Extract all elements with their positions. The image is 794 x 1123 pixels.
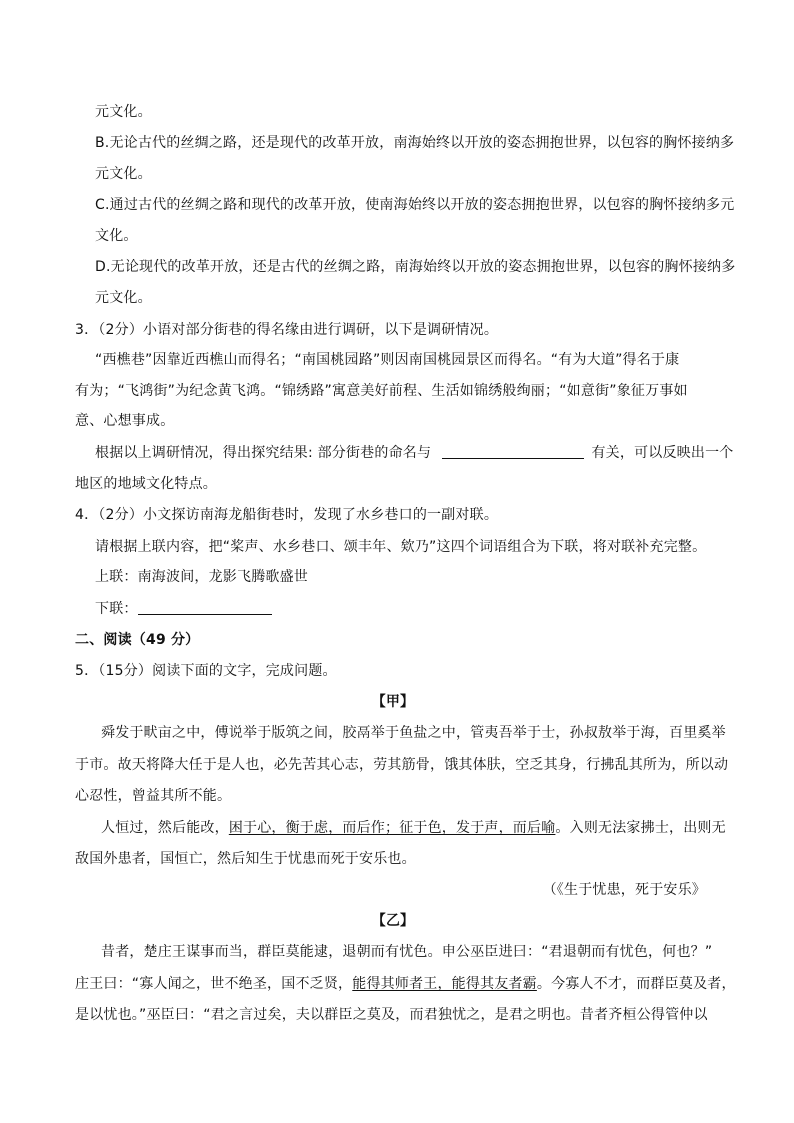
question-3-para-4-before: 根据以上调研情况，得出探究结果: 部分街巷的命名与	[95, 445, 432, 461]
passage-yi-title: 【乙】	[371, 913, 415, 929]
passage-jia-line-4-a: 人恒过，然后能改，	[101, 820, 229, 836]
passage-jia-source: （《生于忧患，死于安乐》	[542, 882, 706, 898]
option-b-line1: B.无论古代的丝绸之路，还是现代的改革开放，南海始终以开放的姿态拥抱世界，以包容的胸怀接纳多	[95, 135, 735, 151]
passage-yi-line-2-a: 庄王曰：“寡人闻之，世不绝圣，国不乏贤，	[75, 976, 353, 992]
question-3-para-5: 地区的地域文化特点。	[75, 476, 217, 492]
question-3-para-4-after: 有关，可以反映出一个	[591, 445, 734, 461]
question-3-stem: 3．（2分）小语对部分街巷的得名缘由进行调研，以下是调研情况。	[75, 322, 499, 338]
question-5-stem: 5．（15分）阅读下面的文字，完成问题。	[75, 663, 337, 679]
answer-blank-q4[interactable]	[138, 600, 272, 615]
passage-yi-line-3: 是以忧也。”巫臣曰：“君之言过矣，夫以群臣之莫及，而君独忧之，是君之明也。昔者齐桓公得管仲以	[75, 1007, 708, 1023]
question-3-para-4	[95, 443, 733, 463]
passage-yi-line-1: 昔者，楚庄王谋事而当，群臣莫能逮，退朝而有忧色。申公巫臣进曰：“君退朝而有忧色，何也？”	[101, 944, 713, 960]
passage-jia-line-5: 敌国外患者，国恒亡，然后知生于忧患而死于安乐也。	[75, 851, 416, 867]
option-b-line2: 元文化。	[95, 166, 152, 182]
passage-jia-title: 【甲】	[371, 694, 415, 710]
passage-yi-line-2-b: 。今寡人不才，而群臣莫及者，	[536, 976, 736, 992]
passage-jia-line-4	[101, 818, 726, 838]
option-d-line2: 元文化。	[95, 290, 152, 306]
couplet-upper: 上联：南海波间，龙影飞腾歌盛世	[95, 569, 308, 585]
answer-blank-q3[interactable]	[442, 444, 584, 459]
question-3-para-1: “西樵巷”因靠近西樵山而得名；“南国桃园路”则因南国桃园景区而得名。“有为大道”得名于康	[95, 352, 680, 368]
option-c-line1: C.通过古代的丝绸之路和现代的改革开放，使南海始终以开放的姿态拥抱世界，以包容的胸怀接纳多元	[95, 197, 735, 213]
couplet-lower-label: 下联：	[95, 601, 138, 617]
option-c-line2: 文化。	[95, 228, 138, 244]
option-d-line1: D.无论现代的改革开放，还是古代的丝绸之路，南海始终以开放的姿态拥抱世界，以包容的胸怀接纳多	[95, 259, 736, 275]
question-4-stem: 4．（2分）小文探访南海龙船街巷时，发现了水乡巷口的一副对联。	[75, 507, 499, 523]
passage-jia-line-1: 舜发于畎亩之中，傅说举于版筑之间，胶鬲举于鱼盐之中，管夷吾举于士，孙叔敖举于海，百里奚举	[101, 725, 726, 741]
passage-jia-line-4-b: 。入则无法家拂士，出则无	[555, 820, 726, 836]
passage-yi-line-2	[75, 974, 736, 994]
couplet-lower	[95, 599, 272, 619]
question-3-para-2: 有为；“飞鸿街”为纪念黄飞鸿。“锦绣路”寓意美好前程、生活如锦绣般绚丽；“如意街”象征万事如	[75, 383, 688, 399]
underlined-sentence-yi: 能得其师者王，能得其友者霸	[352, 976, 537, 992]
option-a-tail: 元文化。	[95, 104, 152, 120]
passage-jia-line-3: 心忍性，曾益其所不能。	[75, 788, 232, 804]
underlined-sentence-jia: 困于心，衡于虑，而后作；征于色，发于声，而后喻	[228, 820, 556, 836]
question-3-para-3: 意、心想事成。	[75, 413, 175, 429]
section-reading-heading: 二、阅读（49 分）	[75, 632, 200, 648]
passage-jia-line-2: 于市。故天将降大任于是人也，必先苦其心志，劳其筋骨，饿其体肤，空乏其身，行拂乱其所为，所以动	[75, 757, 729, 773]
question-4-instruction: 请根据上联内容，把“桨声、水乡巷口、颂丰年、欸乃”这四个词语组合为下联，将对联补充完整。	[95, 539, 707, 555]
